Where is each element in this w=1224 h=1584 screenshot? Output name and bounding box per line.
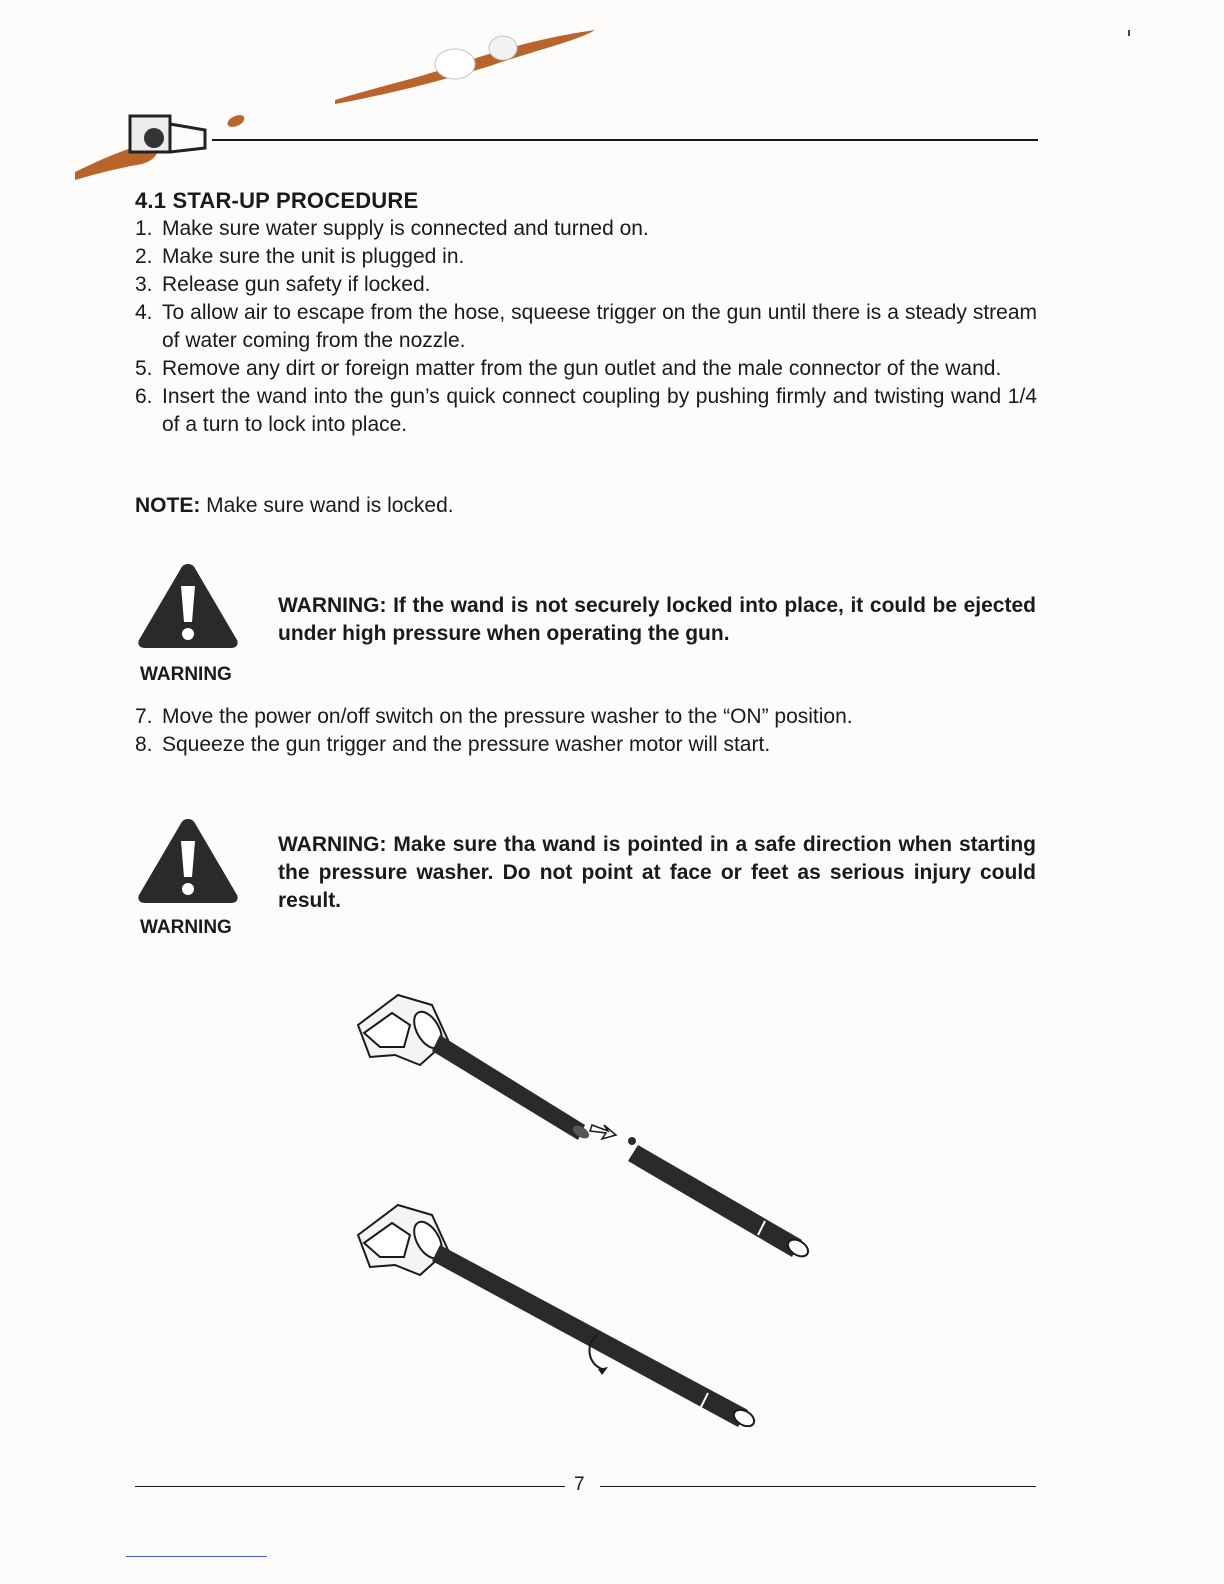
gun-top xyxy=(358,995,591,1141)
step-item xyxy=(135,243,1037,271)
step-number: 2. xyxy=(135,245,153,268)
step-item xyxy=(135,271,1037,299)
warning-icon xyxy=(135,815,241,905)
warning-label: WARNING xyxy=(140,664,232,685)
step-text: Squeeze the gun trigger and the pressure washer motor will start. xyxy=(162,733,771,756)
section-title: 4.1 STAR-UP PROCEDURE xyxy=(135,188,419,213)
step-item xyxy=(135,215,1037,243)
gun-bottom xyxy=(358,1205,757,1430)
step-item xyxy=(135,703,1037,731)
procedure-steps-2 xyxy=(135,703,1037,759)
note xyxy=(135,492,454,520)
warning-text: WARNING: If the wand is not securely locked into place, it could be ejected under high pressure when operating the gun. xyxy=(278,594,1036,645)
step-item xyxy=(135,299,1037,355)
procedure-steps-1 xyxy=(135,215,1037,439)
step-item xyxy=(135,355,1037,383)
step-number: 4. xyxy=(135,301,153,324)
warning-icon xyxy=(135,560,241,650)
step-item xyxy=(135,383,1037,439)
step-text: Release gun safety if locked. xyxy=(162,273,431,296)
step-text: Insert the wand into the gun’s quick connect coupling by pushing firmly and twisting wand 1/4 of a turn to lock into place. xyxy=(162,385,1037,436)
header-rule xyxy=(212,139,1038,141)
step-number: 7. xyxy=(135,705,153,728)
note-text: Make sure wand is locked. xyxy=(200,494,454,517)
step-number: 8. xyxy=(135,733,153,756)
bottom-link-line xyxy=(126,1556,267,1557)
header-decoration xyxy=(60,20,620,190)
warning-text: WARNING: Make sure tha wand is pointed in a safe direction when starting the pressure washer. Do not point at face or feet as serious injury could result. xyxy=(278,833,1036,912)
step-text: Make sure the unit is plugged in. xyxy=(162,245,465,268)
arrow-icon xyxy=(590,1125,616,1139)
footer-rule-left xyxy=(135,1486,565,1487)
step-number: 5. xyxy=(135,357,153,380)
step-text: Make sure water supply is connected and turned on. xyxy=(162,217,649,240)
wand-detached xyxy=(628,1137,811,1260)
margin-mark xyxy=(1128,30,1130,36)
step-text: Move the power on/off switch on the pressure washer to the “ON” position. xyxy=(162,705,853,728)
step-text: To allow air to escape from the hose, squeese trigger on the gun until there is a steady stream of water coming from the nozzle. xyxy=(162,301,1037,352)
page-number: 7 xyxy=(574,1474,585,1495)
note-label: NOTE: xyxy=(135,494,201,517)
step-item xyxy=(135,731,1037,759)
warning-label: WARNING xyxy=(140,917,232,938)
step-number: 1. xyxy=(135,217,153,240)
gun-wand-illustration xyxy=(340,985,840,1445)
footer-rule-right xyxy=(600,1486,1036,1487)
step-number: 6. xyxy=(135,385,153,408)
step-text: Remove any dirt or foreign matter from the gun outlet and the male connector of the wand. xyxy=(162,357,1002,380)
step-number: 3. xyxy=(135,273,153,296)
